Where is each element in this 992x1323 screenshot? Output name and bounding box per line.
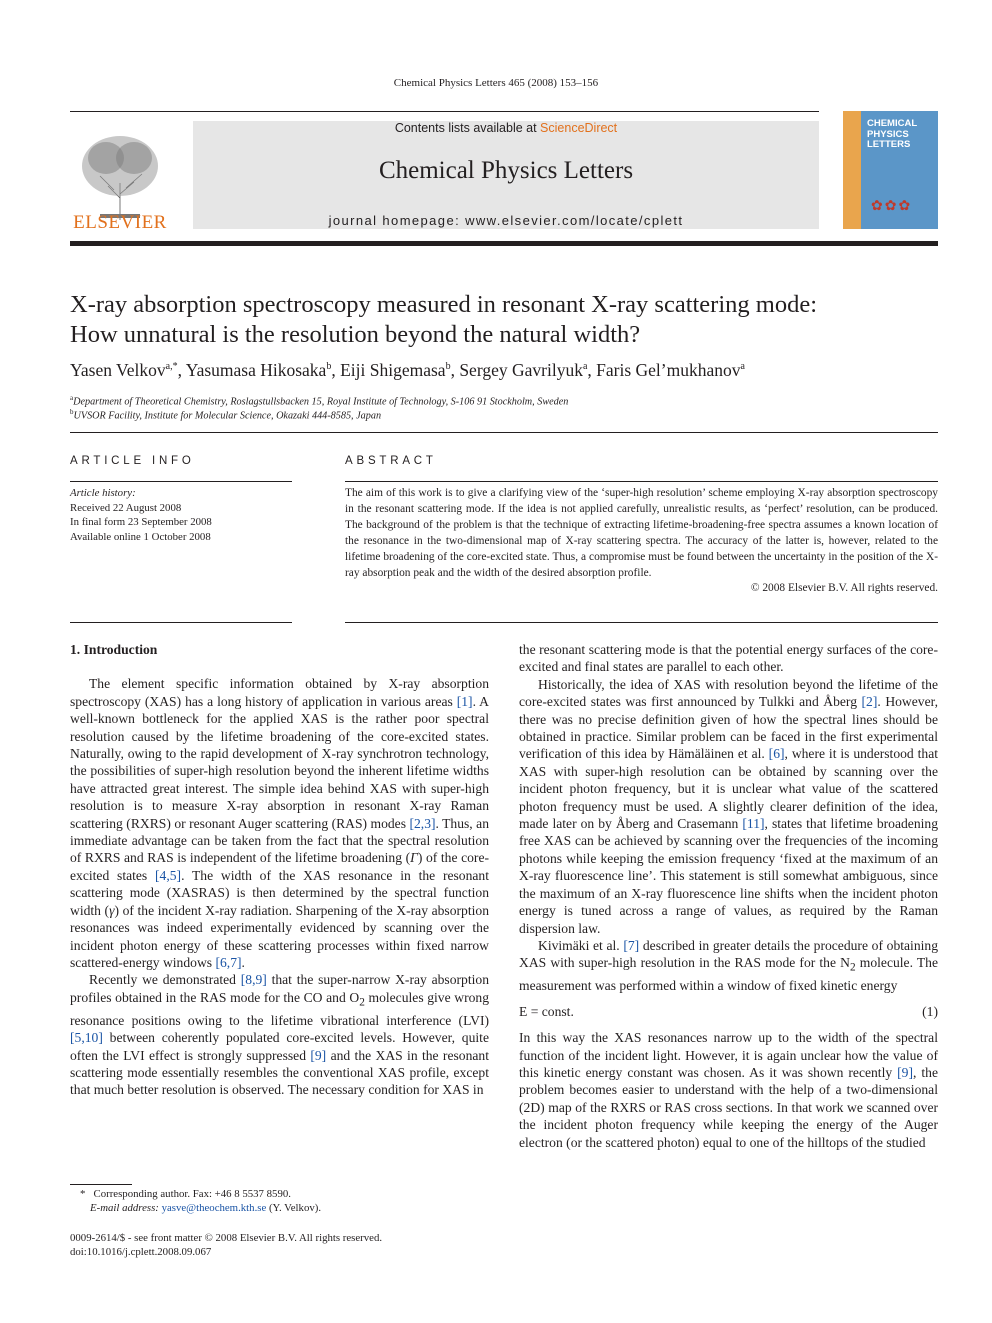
email-label: E-mail address: xyxy=(90,1202,159,1215)
text-run: , states that lifetime broadening free XAS can be achieved by scanning over the frequencies of the incoming photons while keeping the emission frequency ‘fixed at the maximum of an X-ray fluorescence line’. This statement is still somewhat ambiguous, since the maximum of an X-ray fluorescence line shifts when the incident photon energy is tuned across a range of values, as required by the Raman dispersion law. xyxy=(519,816,938,936)
author-affil-mark: a xyxy=(740,361,745,373)
email-link[interactable]: yasve@theochem.kth.se xyxy=(161,1202,267,1215)
citation-link[interactable]: [6,7] xyxy=(215,954,242,970)
abstract-text: The aim of this work is to give a clarifying view of the ‘super-high resolution’ scheme employing X-ray absorption spectroscopy in the resonant scattering mode. If the idea is not applied carefully, unrealistic results, as ‘perfect’ resolution, can be produced. The background of the problem is that the technique of extracting lifetime-broadening-free spectra assumes a known location of the resonance in the two-dimensional map of X-ray scattering spectra. The accuracy of the latter is, however, related to the lifetime broadening of the core-excited state. Thus, a compromise must be found between the uncertainty in the position of the X-ray absorption peak and the width of the desired absorption profile. xyxy=(345,487,938,579)
citation-link[interactable]: [2] xyxy=(861,694,878,710)
article-title xyxy=(70,290,938,350)
author-separator: , xyxy=(587,360,597,380)
text-run: Kivimäki et al. xyxy=(538,937,624,953)
text-run: described in greater details the procedure of obtaining XAS with super-high resolution in the RAS mode for the N xyxy=(519,937,938,971)
abstract-rule-bottom xyxy=(345,622,938,623)
journal-name: Chemical Physics Letters xyxy=(378,157,634,184)
text-run: and the XAS in the resonant scattering mode essentially resembles the conventional XAS profile, except that much better resolution is observed. The necessary condition for XAS in xyxy=(70,1047,489,1098)
received-date: Received 22 August 2008 xyxy=(70,501,182,514)
text-run: In this way the XAS resonances narrow up to the width of the spectral function of the incident light. However, it is again unclear how the value of this kinetic energy constant was chosen. As it was shown recently xyxy=(519,1030,938,1081)
journal-cover-image xyxy=(843,111,938,229)
author-separator: , xyxy=(177,360,186,380)
article-history xyxy=(70,486,292,544)
cover-title: CHEMICAL PHYSICS LETTERS xyxy=(867,118,917,150)
author-name[interactable]: Eiji Shigemasa xyxy=(340,360,446,380)
affiliation-text: Department of Theoretical Chemistry, Roslagstullsbacken 15, Royal Institute of Technology, S-106 91 Stockholm, Sweden xyxy=(73,396,569,408)
text-run: , where it is understood that XAS with super-high resolution can be obtained by scanning over the incident photon frequency, but it is unclear what value of the scattered photon frequency must be used. A slightly clearer definition of the idea, made later on by Åberg and Crasemann xyxy=(519,746,939,832)
text-run: ) of the core-excited states xyxy=(70,850,490,883)
citation-link[interactable]: [11] xyxy=(742,816,765,832)
abstract xyxy=(345,486,938,597)
affiliation-mark: a xyxy=(70,394,74,402)
text-run: between coherently populated core-excited levels. However, quite often the LVI effect is strongly suppressed xyxy=(70,1030,489,1063)
citation-link[interactable]: [4,5] xyxy=(155,867,182,883)
header-rule xyxy=(70,111,819,112)
footnote-rule xyxy=(70,1184,132,1185)
abstract-heading: ABSTRACT xyxy=(345,455,437,467)
text-run: . However, there was no precise definition given of how the spectral lines should be obtained in practice. Similar problem can be faced in the first experimental verification of this idea by Hämäläinen et al. xyxy=(519,694,938,762)
footnote xyxy=(70,1187,489,1216)
doi-line[interactable]: doi:10.1016/j.cplett.2008.09.067 xyxy=(70,1246,212,1259)
front-matter xyxy=(70,1231,382,1260)
issn-line: 0009-2614/$ - see front matter © 2008 Elsevier B.V. All rights reserved. xyxy=(70,1232,383,1244)
text-run: Recently we demonstrated xyxy=(89,972,241,988)
paragraph xyxy=(519,1029,938,1151)
author-affil-mark: b xyxy=(326,361,332,373)
history-label: Article history: xyxy=(70,487,136,499)
subscript: 2 xyxy=(849,962,856,975)
symbol-gamma-small: γ xyxy=(109,902,115,918)
author-list xyxy=(70,360,938,381)
affiliation-text: UVSOR Facility, Institute for Molecular Science, Okazaki 444-8585, Japan xyxy=(73,410,382,422)
sciencedirect-link[interactable]: ScienceDirect xyxy=(540,121,618,135)
title-divider xyxy=(70,432,938,433)
header-thick-rule xyxy=(70,241,938,246)
affiliation-a xyxy=(70,394,568,407)
body-left-column xyxy=(70,641,489,1099)
title-line-2: How unnatural is the resolution beyond the natural width? xyxy=(70,321,641,348)
citation-link[interactable]: [8,9] xyxy=(240,972,267,988)
contents-prefix: Contents lists available at xyxy=(394,121,541,135)
affiliation-b xyxy=(70,408,381,421)
citation-link[interactable]: [7] xyxy=(623,937,640,953)
symbol-gamma: Γ xyxy=(410,850,418,866)
info-rule-bottom xyxy=(70,622,292,623)
affiliation-mark: b xyxy=(70,408,74,416)
body-right-column xyxy=(519,641,938,1151)
text-run: . A well-known bottleneck for the applied XAS is the rather poor spectral resolution caused by the lifetime broadening of the core-excited states. Naturally, owing to the rapid development of X-ray synchrotron technology, the possibilities of super-high resolution beyond the inherent lifetime widths have attracted great interest. The simple idea behind XAS with super-high resolution is to measure X-ray absorption in resonant X-ray Raman scattering (RXRS) or resonant Auger scattering (RAS) modes xyxy=(70,693,489,831)
author-name[interactable]: Faris Gel’mukhanov xyxy=(596,360,741,380)
text-run: The element specific information obtained by X-ray absorption spectroscopy (XAS) has a long history of application in various areas xyxy=(70,676,489,709)
citation-link[interactable]: [5,10] xyxy=(70,1030,103,1046)
text-run: ) of the incident X-ray radiation. Sharpening of the X-ray absorption resonances was indeed experimentally evidenced by scanning over the incident photon energy of these scattering processes within fixed narrow scattered-energy windows xyxy=(70,902,489,970)
author-name[interactable]: Yasumasa Hikosaka xyxy=(185,360,327,380)
contents-line xyxy=(193,121,819,135)
footnote-mark: * xyxy=(80,1188,86,1200)
author-affil-mark: a,* xyxy=(165,361,178,373)
article-info-heading: ARTICLE INFO xyxy=(70,455,195,467)
title-line-1: X-ray absorption spectroscopy measured in resonant X-ray scattering mode: xyxy=(70,291,818,318)
online-date: Available online 1 October 2008 xyxy=(70,530,211,543)
text-run: molecules give wrong resonance positions owing to the lifetime vibrational interference (LVI) xyxy=(70,989,489,1028)
text-run: Historically, the idea of XAS with resolution beyond the lifetime of the core-excited states was first announced by Tulkki and Åberg xyxy=(519,676,938,710)
author-affil-mark: a xyxy=(582,361,588,373)
author-affil-mark: b xyxy=(445,361,451,373)
paragraph xyxy=(70,971,489,1099)
author-name[interactable]: Sergey Gavrilyuk xyxy=(459,360,583,380)
text-run: . Thus, an immediate advantage can be taken from the fact that the spectral resolution of RXRS and RAS is independent of the lifetime broadening ( xyxy=(70,815,489,866)
text-run: that the super-narrow X-ray absorption profiles obtained in the RAS mode for the CO and O xyxy=(70,972,489,1005)
equation-1 xyxy=(519,1003,938,1020)
email-suffix: (Y. Velkov). xyxy=(266,1202,322,1215)
paragraph xyxy=(519,676,938,937)
journal-citation: Chemical Physics Letters 465 (2008) 153–156 xyxy=(393,77,599,89)
section-heading: 1. Introduction xyxy=(70,642,158,657)
text-run: . The width of the XAS resonance in the resonant scattering mode (XASRAS) is then determined by the spectral function width ( xyxy=(70,867,489,918)
citation-link[interactable]: [1] xyxy=(456,693,473,709)
author-separator: , xyxy=(331,360,341,380)
journal-homepage-link[interactable]: journal homepage: www.elsevier.com/locate/cplett xyxy=(328,213,684,228)
paragraph xyxy=(519,937,938,995)
elsevier-wordmark: ELSEVIER xyxy=(73,212,167,233)
subscript: 2 xyxy=(359,996,365,1009)
equation-number: (1) xyxy=(922,1003,938,1019)
citation-link[interactable]: [9] xyxy=(310,1047,327,1063)
abstract-rule-top xyxy=(345,481,938,482)
author-separator: , xyxy=(450,360,460,380)
text-run: molecule. The measurement was performed within a window of fixed kinetic energy xyxy=(519,955,939,994)
info-rule-top xyxy=(70,481,292,482)
equation-body: E = const. xyxy=(519,1003,574,1019)
corresponding-author: Corresponding author. Fax: +46 8 5537 8590. xyxy=(93,1188,291,1200)
final-form-date: In final form 23 September 2008 xyxy=(70,516,212,528)
citation-link[interactable]: [9] xyxy=(897,1065,913,1081)
citation-link[interactable]: [6] xyxy=(768,746,785,762)
cover-strip xyxy=(843,111,861,229)
author-name[interactable]: Yasen Velkov xyxy=(70,360,166,380)
text-run: . xyxy=(241,954,245,970)
text-run: , the problem becomes easier to understand with the help of a two-dimensional (2D) map of the RXRS or RAS cross sections. In that work we scanned over the incident photon frequency while keeping the energy of the Auger electron (or the scattered photon) equal to one of the hilltops of the studied xyxy=(519,1065,938,1150)
abstract-copyright: © 2008 Elsevier B.V. All rights reserved. xyxy=(750,582,938,595)
cover-molecule-icon: ✿✿✿ xyxy=(871,197,913,213)
paragraph xyxy=(70,675,489,971)
citation-link[interactable]: [2,3] xyxy=(409,815,436,831)
paragraph: the resonant scattering mode is that the potential energy surfaces of the core-excited and final states are parallel to each other. xyxy=(519,642,938,675)
